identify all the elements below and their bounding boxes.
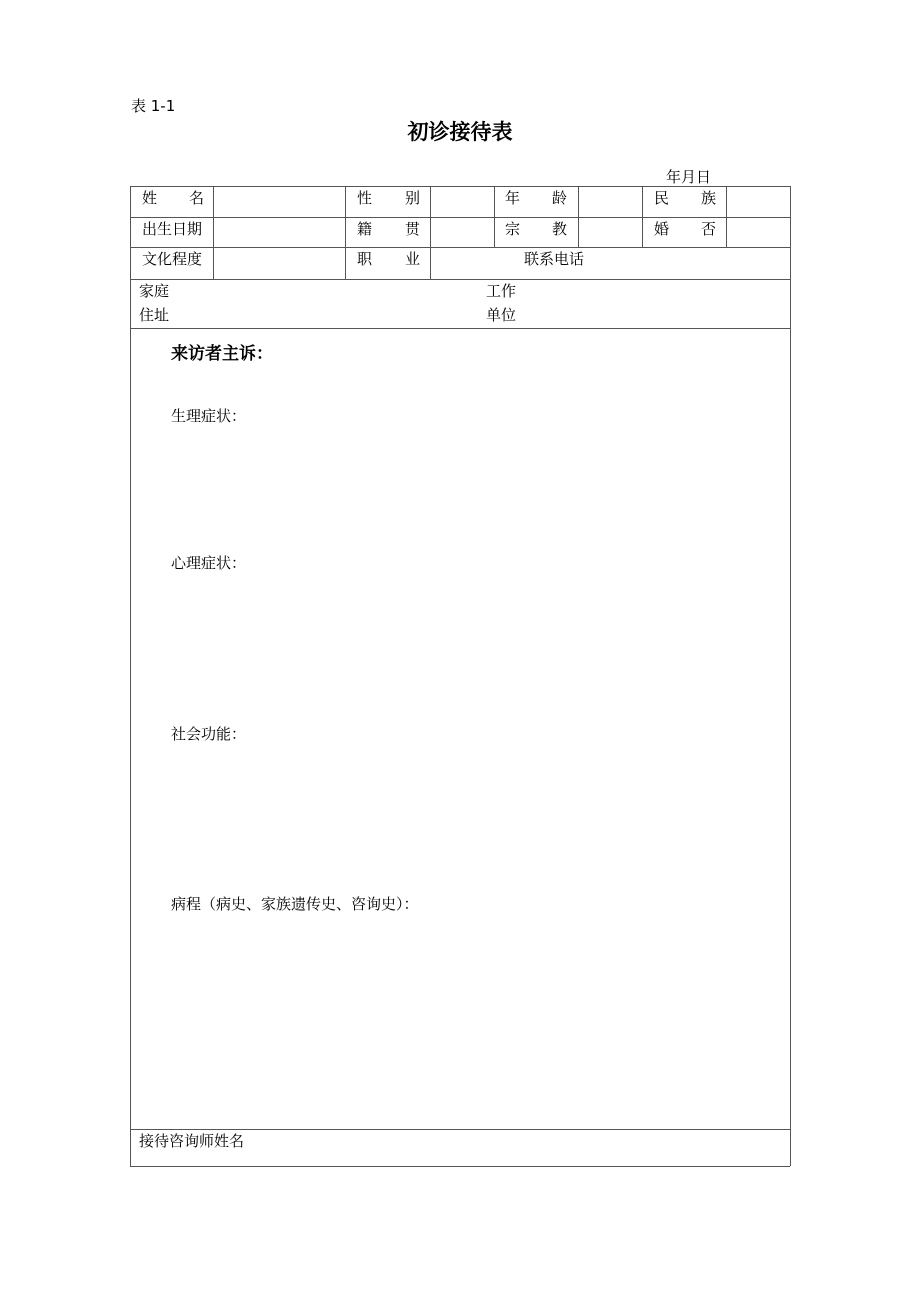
education-label: 文化程度	[142, 250, 203, 268]
name-field[interactable]	[214, 187, 345, 217]
occupation-label: 职 业	[357, 250, 420, 268]
complaint-heading: 来访者主诉：	[171, 344, 273, 364]
age-label: 年 龄	[505, 189, 567, 207]
physical-symptoms-field[interactable]	[171, 430, 771, 540]
name-label: 姓 名	[142, 189, 204, 207]
home-address-label-2: 住址	[139, 306, 170, 324]
home-address-field[interactable]	[185, 280, 475, 328]
native-place-field[interactable]	[431, 218, 494, 247]
religion-label: 宗 教	[505, 220, 567, 238]
birth-date-field[interactable]	[214, 218, 345, 247]
native-place-label: 籍 贯	[357, 220, 420, 238]
religion-field[interactable]	[579, 218, 642, 247]
gender-label: 性 别	[357, 189, 420, 207]
gender-field[interactable]	[431, 187, 494, 217]
marital-field[interactable]	[727, 218, 790, 247]
work-unit-field[interactable]	[530, 280, 790, 328]
page-title: 初诊接待表	[407, 120, 513, 144]
ethnicity-field[interactable]	[727, 187, 790, 217]
table-number: 表 1-1	[131, 97, 176, 115]
birth-date-label: 出生日期	[142, 220, 203, 238]
physical-symptoms-label: 生理症状：	[171, 407, 247, 425]
home-address-label-1: 家庭	[139, 282, 170, 300]
counselor-name-field[interactable]	[255, 1130, 785, 1166]
history-label: 病程（病史、家族遗传史、咨询史）：	[171, 895, 419, 913]
date-label: 年月日	[666, 168, 712, 186]
work-unit-label-2: 单位	[486, 306, 517, 324]
psychological-symptoms-field[interactable]	[171, 578, 771, 718]
counselor-name-label: 接待咨询师姓名	[139, 1132, 245, 1150]
psychological-symptoms-label: 心理症状：	[171, 554, 247, 572]
phone-label: 联系电话	[524, 250, 585, 268]
marital-label: 婚 否	[654, 220, 716, 238]
social-function-field[interactable]	[171, 748, 771, 888]
education-field[interactable]	[214, 248, 345, 279]
history-field[interactable]	[171, 918, 771, 1118]
age-field[interactable]	[579, 187, 642, 217]
phone-field[interactable]	[590, 248, 790, 279]
work-unit-label-1: 工作	[486, 282, 517, 300]
ethnicity-label: 民 族	[654, 189, 716, 207]
social-function-label: 社会功能：	[171, 725, 247, 743]
